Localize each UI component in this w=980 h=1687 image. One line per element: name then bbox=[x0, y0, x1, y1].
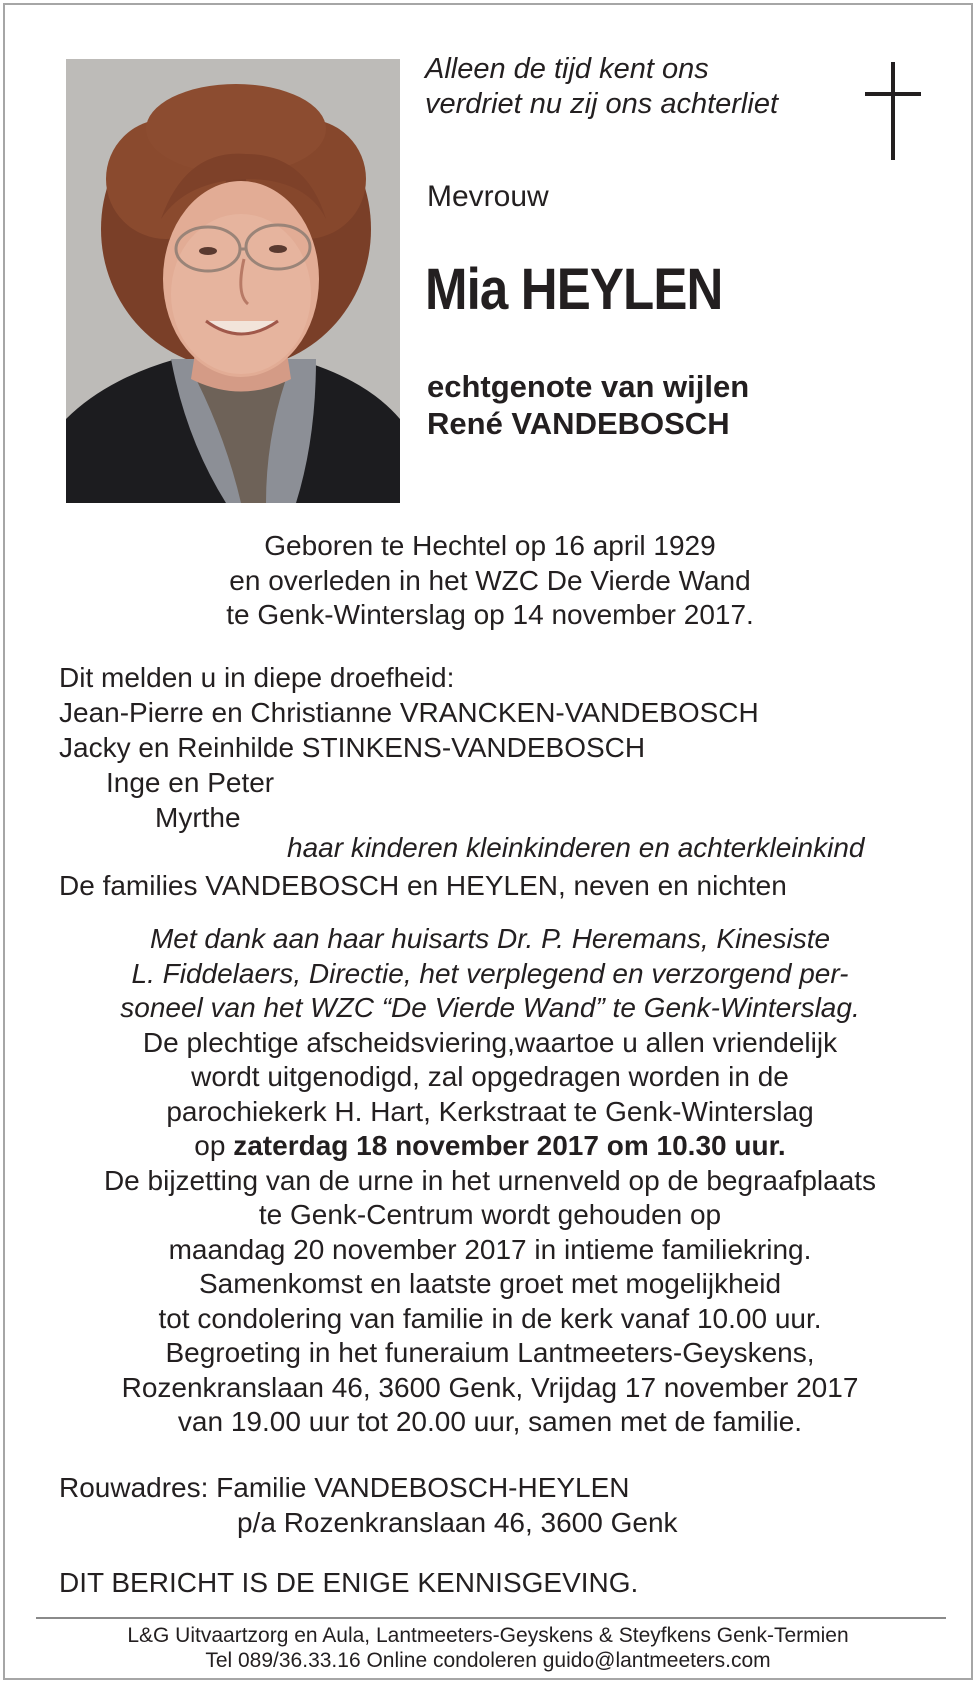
ceremony-date-prefix: op bbox=[194, 1130, 234, 1161]
family-intro: Dit melden u in diepe droefheid: bbox=[59, 662, 455, 693]
ceremony-line: De plechtige afscheidsviering,waartoe u allen vriendelijk bbox=[142, 1026, 838, 1058]
thanks-and-ceremony bbox=[40, 922, 940, 1440]
thanks-line: L. Fiddelaers, Directie, het verplegend en verzorgend per- bbox=[131, 957, 849, 989]
family-relation: haar kinderen kleinkinderen en achterkleinkind bbox=[287, 832, 865, 863]
family-list bbox=[59, 660, 759, 835]
ceremony-date bbox=[40, 1129, 940, 1164]
ceremony-line: van 19.00 uur tot 20.00 uur, samen met de familie. bbox=[177, 1406, 803, 1437]
funeral-home-footer bbox=[0, 1623, 976, 1673]
extended-family: De families VANDEBOSCH en HEYLEN, neven en nichten bbox=[59, 870, 787, 901]
footer-line: L&G Uitvaartzorg en Aula, Lantmeeters-Geyskens & Steyfkens Genk-Termien bbox=[127, 1624, 849, 1647]
spouse-info bbox=[427, 368, 749, 442]
family-member: Inge en Peter bbox=[106, 767, 275, 798]
ceremony-line: Samenkomst en laatste groet met mogelijkheid bbox=[198, 1268, 782, 1299]
ceremony-line: tot condolering van familie in de kerk vanaf 10.00 uur. bbox=[158, 1302, 822, 1334]
ceremony-line: Rozenkranslaan 46, 3600 Genk, Vrijdag 17 november 2017 bbox=[121, 1371, 859, 1403]
deceased-name: Mia HEYLEN bbox=[425, 257, 723, 322]
thanks-line: soneel van het WZC “De Vierde Wand” te Genk-Winterslag. bbox=[120, 992, 860, 1023]
ceremony-line: De bijzetting van de urne in het urnenveld op de begraafplaats bbox=[103, 1164, 877, 1196]
address-line: p/a Rozenkranslaan 46, 3600 Genk bbox=[237, 1507, 678, 1538]
ceremony-line: wordt uitgenodigd, zal opgedragen worden in de bbox=[191, 1061, 789, 1092]
birth-death-info bbox=[40, 529, 940, 633]
latin-cross-icon bbox=[863, 62, 923, 160]
ceremony-line: Begroeting in het funeraium Lantmeeters-Geyskens, bbox=[165, 1337, 815, 1368]
mourning-address bbox=[59, 1470, 678, 1540]
spouse-line: echtgenote van wijlen bbox=[427, 369, 750, 404]
death-place-line: te Genk-Winterslag op 14 november 2017. bbox=[226, 599, 754, 630]
footer-line: Tel 089/36.33.16 Online condoleren guido@lantmeeters.com bbox=[205, 1649, 771, 1672]
ceremony-line: parochiekerk H. Hart, Kerkstraat te Genk-Winterslag bbox=[166, 1095, 814, 1127]
spouse-line: René VANDEBOSCH bbox=[427, 406, 730, 441]
family-member: Myrthe bbox=[155, 802, 241, 833]
portrait-photo bbox=[66, 59, 400, 503]
ceremony-line: te Genk-Centrum wordt gehouden op bbox=[258, 1199, 722, 1230]
divider bbox=[36, 1617, 946, 1619]
family-member: Jacky en Reinhilde STINKENS-VANDEBOSCH bbox=[59, 732, 646, 763]
only-notice: DIT BERICHT IS DE ENIGE KENNISGEVING. bbox=[59, 1567, 639, 1598]
thanks-line: Met dank aan haar huisarts Dr. P. Heremans, Kinesiste bbox=[149, 923, 831, 954]
verse-line: Alleen de tijd kent ons bbox=[425, 53, 709, 85]
ceremony-date-bold: zaterdag 18 november 2017 om 10.30 uur. bbox=[233, 1130, 786, 1161]
birth-line: Geboren te Hechtel op 16 april 1929 bbox=[264, 530, 716, 561]
verse-line: verdriet nu zij ons achterliet bbox=[425, 88, 778, 120]
family-member: Jean-Pierre en Christianne VRANCKEN-VANDEBOSCH bbox=[59, 697, 759, 728]
ceremony-line: maandag 20 november 2017 in intieme familiekring. bbox=[168, 1233, 812, 1265]
memorial-verse bbox=[425, 52, 778, 122]
death-line: en overleden in het WZC De Vierde Wand bbox=[229, 564, 751, 596]
address-line: Rouwadres: Familie VANDEBOSCH-HEYLEN bbox=[59, 1472, 630, 1503]
honorific: Mevrouw bbox=[427, 180, 549, 213]
